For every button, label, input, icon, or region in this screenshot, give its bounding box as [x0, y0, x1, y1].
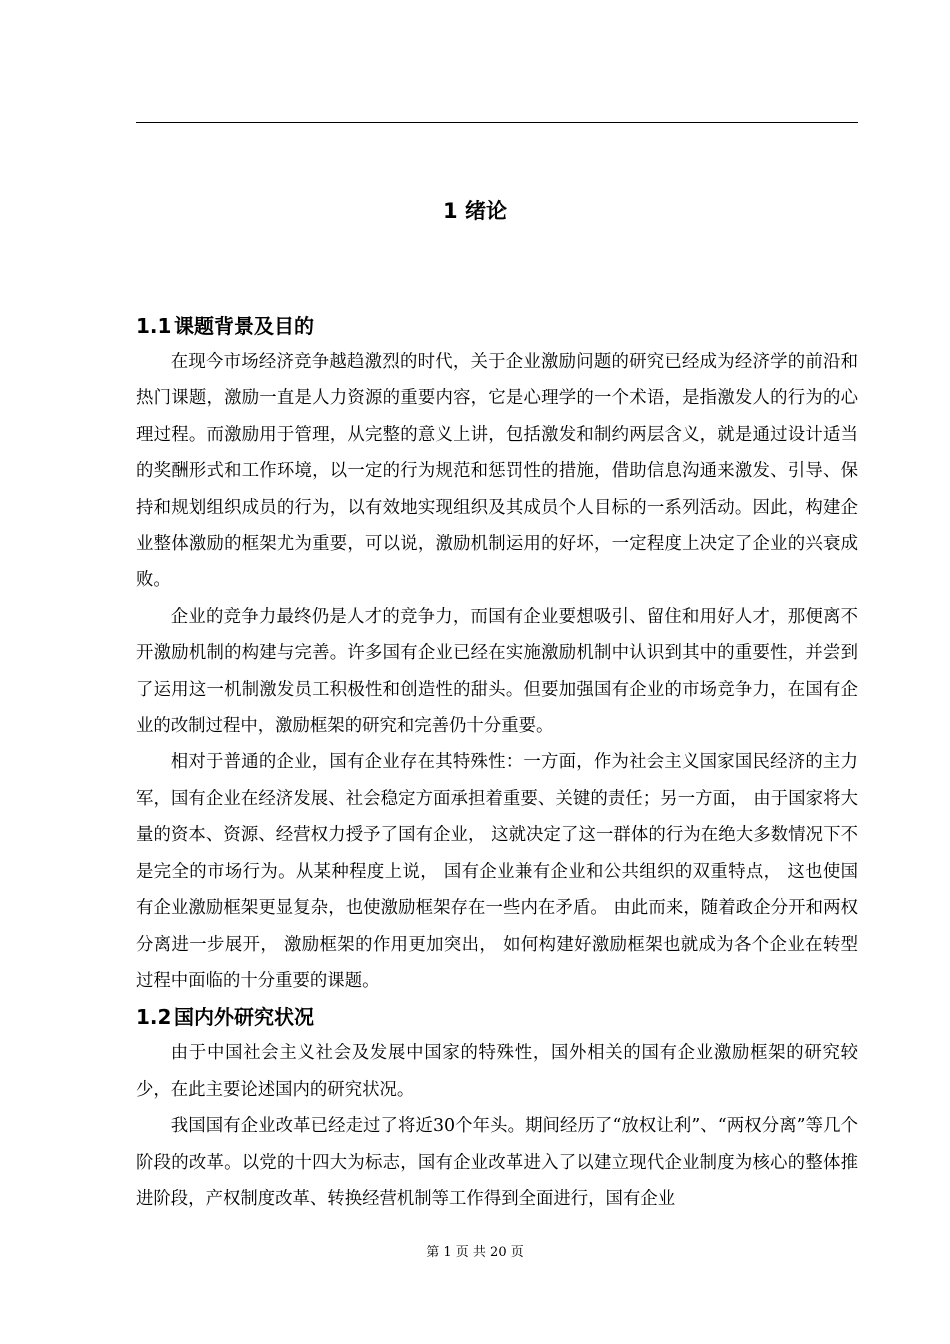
section-title: 课题背景及目的: [174, 314, 314, 338]
chapter-title: 1 绪论: [443, 199, 507, 223]
section-number: 1.2: [136, 1005, 172, 1030]
section-number: 1.1: [136, 314, 172, 338]
paragraph: 我国国有企业改革已经走过了将近30个年头。期间经历了“放权让利”、“两权分离”等几个阶段的改革。以党的十四大为标志，国有企业改革进入了以建立现代企业制度为核心的整体推进阶段，产权制度改革、转换经营机制等工作得到全面进行，国有企业: [136, 1116, 858, 1209]
paragraph: 相对于普通的企业，国有企业存在其特殊性：一方面，作为社会主义国家国民经济的主力军，国有企业在经济发展、社会稳定方面承担着重要、关键的责任；另一方面， 由于国家将大量的资本、资源、经营权力授予了国有企业， 这就决定了这一群体的行为在绝大多数情况下不是完全的市场行为。从某种程度上说， 国有企业兼有企业和公共组织的双重特点， 这也使国有企业激励框架更显复杂，也使激励框架存在一些内在矛盾。 由此而来，随着政企分开和两权分离进一步展开， 激励框架的作用更加突出， 如何构建好激励框架也就成为各个企业在转型过程中面临的十分重要的课题。: [136, 752, 858, 991]
paragraph: 企业的竞争力最终仍是人才的竞争力，而国有企业要想吸引、留住和用好人才，那便离不开激励机制的构建与完善。许多国有企业已经在实施激励机制中认识到其中的重要性，并尝到了运用这一机制激发员工积极性和创造性的甜头。但要加强国有企业的市场竞争力，在国有企业的改制过程中，激励框架的研究和完善仍十分重要。: [136, 606, 858, 737]
section-heading-1-1: [136, 308, 858, 344]
paragraph: 在现今市场经济竞争越趋激烈的时代，关于企业激励问题的研究已经成为经济学的前沿和热门课题，激励一直是人力资源的重要内容，它是心理学的一个术语，是指激发人的行为的心理过程。而激励用于管理，从完整的意义上讲，包括激发和制约两层含义，就是通过设计适当的奖酬形式和工作环境，以一定的行为规范和惩罚性的措施，借助信息沟通来激发、引导、保持和规划组织成员的行为，以有效地实现组织及其成员个人目标的一系列活动。因此，构建企业整体激励的框架尤为重要，可以说，激励机制运用的好坏，一定程度上决定了企业的兴衰成败。: [136, 352, 858, 591]
header-rule: [136, 122, 858, 123]
paragraph: 由于中国社会主义社会及发展中国家的特殊性，国外相关的国有企业激励框架的研究较少，在此主要论述国内的研究状况。: [136, 1043, 858, 1100]
section-title: 国内外研究状况: [174, 1005, 314, 1030]
page-footer: 第 1 页 共 20 页: [426, 1245, 524, 1260]
section-heading-1-2: [136, 999, 858, 1035]
document-body: [136, 308, 858, 1217]
